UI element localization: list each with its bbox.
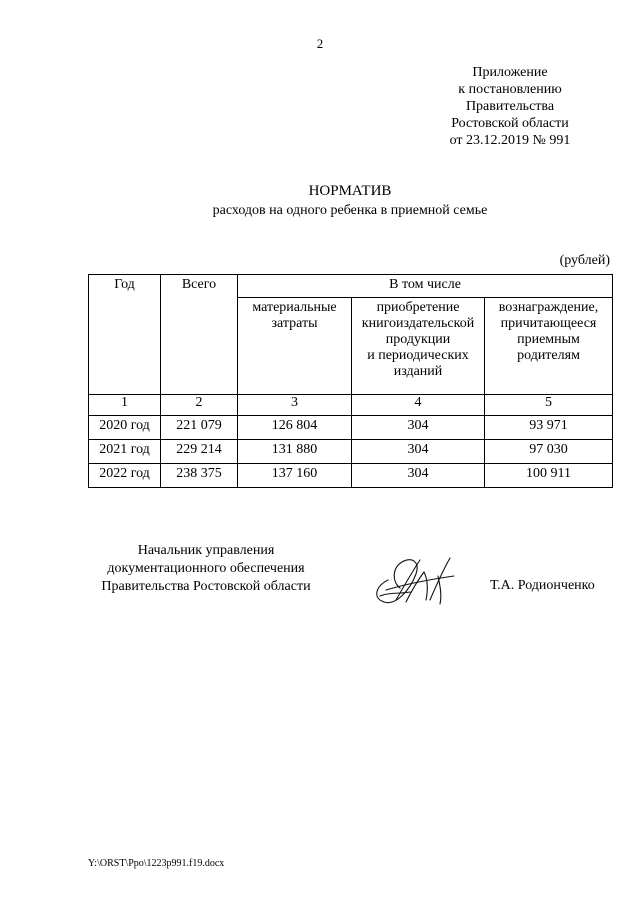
cell-reward: 93 971 (485, 416, 613, 440)
header-including: В том числе (238, 275, 613, 298)
signer-position (88, 542, 324, 596)
header-line: книгоиздательской (361, 316, 475, 331)
header-line: приемным (517, 332, 580, 347)
signer-position-line: Начальник управления (137, 543, 275, 558)
cell-reward: 97 030 (485, 440, 613, 464)
header-line: продукции (385, 332, 451, 347)
header-line: материальные (252, 300, 337, 315)
cell-material: 137 160 (238, 464, 352, 488)
unit-label: (рублей) (559, 253, 610, 268)
header-books (352, 298, 485, 395)
column-number: 2 (161, 395, 238, 416)
cell-books: 304 (352, 416, 485, 440)
header-line: затраты (271, 316, 318, 331)
signer-name: Т.А. Родионченко (490, 578, 595, 593)
handwritten-signature (366, 546, 462, 608)
cell-books: 304 (352, 440, 485, 464)
header-line: родителям (517, 348, 580, 363)
table-row (89, 416, 613, 440)
cell-total: 238 375 (161, 464, 238, 488)
appendix-line: Правительства (465, 99, 555, 114)
header-line: причитающееся (500, 316, 597, 331)
norm-table (88, 274, 613, 488)
page-number: 2 (316, 36, 324, 51)
header-year: Год (89, 275, 161, 395)
cell-reward: 100 911 (485, 464, 613, 488)
header-material (238, 298, 352, 395)
table-row (89, 440, 613, 464)
document-title: НОРМАТИВ (308, 183, 392, 199)
appendix-line: от 23.12.2019 № 991 (449, 133, 571, 148)
column-number: 5 (485, 395, 613, 416)
column-number: 1 (89, 395, 161, 416)
column-number: 3 (238, 395, 352, 416)
appendix-line: Ростовской области (451, 116, 569, 131)
cell-year: 2021 год (89, 440, 161, 464)
signer-position-line: Правительства Ростовской области (101, 579, 311, 594)
cell-year: 2022 год (89, 464, 161, 488)
header-reward (485, 298, 613, 395)
signer-position-line: документационного обеспечения (107, 561, 305, 576)
cell-material: 126 804 (238, 416, 352, 440)
header-line: изданий (393, 364, 443, 379)
cell-material: 131 880 (238, 440, 352, 464)
table-row (89, 464, 613, 488)
document-subtitle: расходов на одного ребенка в приемной семье (212, 203, 488, 218)
table-header-row (89, 275, 613, 298)
cell-total: 221 079 (161, 416, 238, 440)
header-line: вознаграждение, (498, 300, 599, 315)
header-line: и периодических (367, 348, 469, 363)
cell-books: 304 (352, 464, 485, 488)
cell-total: 229 214 (161, 440, 238, 464)
file-path-footer: Y:\ORST\Ppo\1223p991.f19.docx (88, 858, 225, 869)
appendix-line: к постановлению (458, 82, 562, 97)
column-number-row (89, 395, 613, 416)
header-line: приобретение (376, 300, 460, 315)
cell-year: 2020 год (89, 416, 161, 440)
header-total: Всего (161, 275, 238, 395)
appendix-line: Приложение (472, 65, 548, 80)
appendix-block (440, 64, 580, 149)
column-number: 4 (352, 395, 485, 416)
